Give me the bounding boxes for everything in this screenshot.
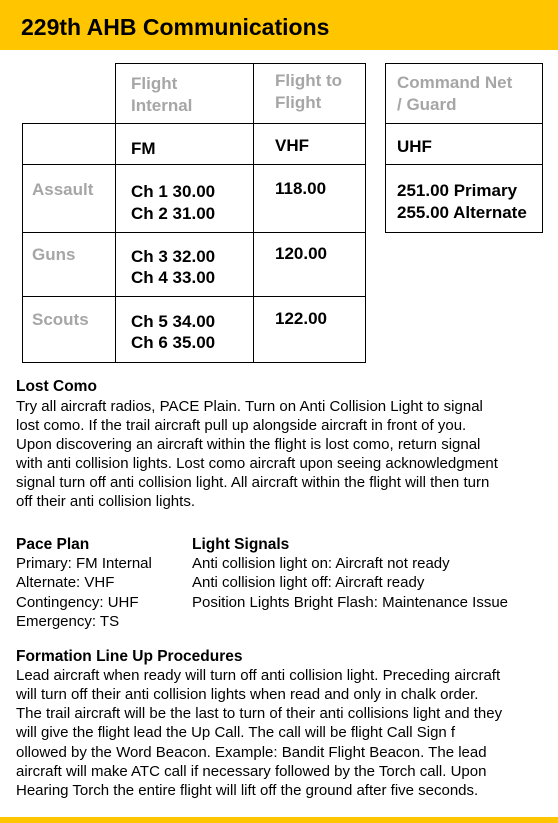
- formation-line: aircraft will make ATC call if necessary followed by the Torch call. Upon: [16, 763, 487, 780]
- formation-line: Lead aircraft when ready will turn off anti collision light. Preceding aircraft: [16, 667, 501, 684]
- light-signals-title: Light Signals: [192, 536, 290, 553]
- fm-channel: Ch 6 35.00: [131, 333, 216, 352]
- lost-como-line: off their anti collision lights.: [16, 493, 195, 510]
- pace-plan-title: Pace Plan: [16, 536, 90, 553]
- formation-title: Formation Line Up Procedures: [16, 648, 243, 665]
- lost-como-line: Upon discovering an aircraft within the flight is lost como, return signal: [16, 436, 481, 453]
- light-signal-line: Anti collision light off: Aircraft ready: [192, 574, 425, 591]
- formation-line: The trail aircraft will be the last to turn of their anti collisions light and they: [16, 705, 503, 722]
- row-label-guns: Guns: [32, 245, 76, 264]
- col-header-flight-internal-line2: Internal: [131, 96, 193, 115]
- col-header-flight-to-flight-line1: Flight to: [275, 71, 343, 90]
- uhf-alternate: 255.00 Alternate: [397, 203, 527, 222]
- command-net-header-line1: Command Net: [397, 73, 513, 92]
- vhf-frequency: 118.00: [275, 179, 327, 198]
- vhf-frequency: 122.00: [275, 309, 327, 328]
- col-header-flight-internal-line1: Flight: [131, 74, 178, 93]
- lost-como-line: signal turn off anti collision light. All aircraft within the flight will then turn: [16, 474, 490, 491]
- page-title: 229th AHB Communications: [21, 14, 330, 40]
- row-label-assault: Assault: [32, 180, 94, 199]
- command-net-header-line2: / Guard: [397, 95, 457, 114]
- formation-line: Hearing Torch the entire flight will lift off the ground after five seconds.: [16, 782, 479, 799]
- light-signal-line: Position Lights Bright Flash: Maintenance Issue: [192, 594, 509, 611]
- pace-plan-line: Primary: FM Internal: [16, 555, 152, 572]
- uhf-primary: 251.00 Primary: [397, 181, 518, 200]
- fm-channel: Ch 1 30.00: [131, 182, 216, 201]
- band-fm: FM: [131, 139, 156, 158]
- pace-plan-line: Emergency: TS: [16, 613, 120, 630]
- formation-line: ollowed by the Word Beacon. Example: Bandit Flight Beacon. The lead: [16, 744, 487, 761]
- col-header-flight-to-flight-line2: Flight: [275, 93, 322, 112]
- row-label-scouts: Scouts: [32, 310, 89, 329]
- vhf-frequency: 120.00: [275, 244, 327, 263]
- lost-como-line: Try all aircraft radios, PACE Plain. Turn on Anti Collision Light to signal: [16, 398, 483, 415]
- light-signal-line: Anti collision light on: Aircraft not ready: [192, 555, 450, 572]
- footer-bar: [0, 817, 558, 823]
- lost-como-title: Lost Como: [16, 378, 97, 395]
- pace-plan-line: Contingency: UHF: [16, 594, 139, 611]
- lost-como-line: lost como. If the trail aircraft pull up alongside aircraft in front of you.: [16, 417, 467, 434]
- band-vhf: VHF: [275, 136, 309, 155]
- pace-plan-line: Alternate: VHF: [16, 574, 115, 591]
- fm-channel: Ch 3 32.00: [131, 247, 216, 266]
- formation-line: will give the flight lead the Up Call. The call will be flight Call Sign f: [16, 724, 456, 741]
- lost-como-line: with anti collision lights. Lost como aircraft upon seeing acknowledgment: [16, 455, 498, 472]
- band-uhf: UHF: [397, 137, 432, 156]
- formation-line: will turn off their anti collision lights when read and only in chalk order.: [16, 686, 479, 703]
- fm-channel: Ch 2 31.00: [131, 204, 216, 223]
- fm-channel: Ch 5 34.00: [131, 312, 216, 331]
- header-bar: [0, 0, 558, 50]
- fm-channel: Ch 4 33.00: [131, 268, 216, 287]
